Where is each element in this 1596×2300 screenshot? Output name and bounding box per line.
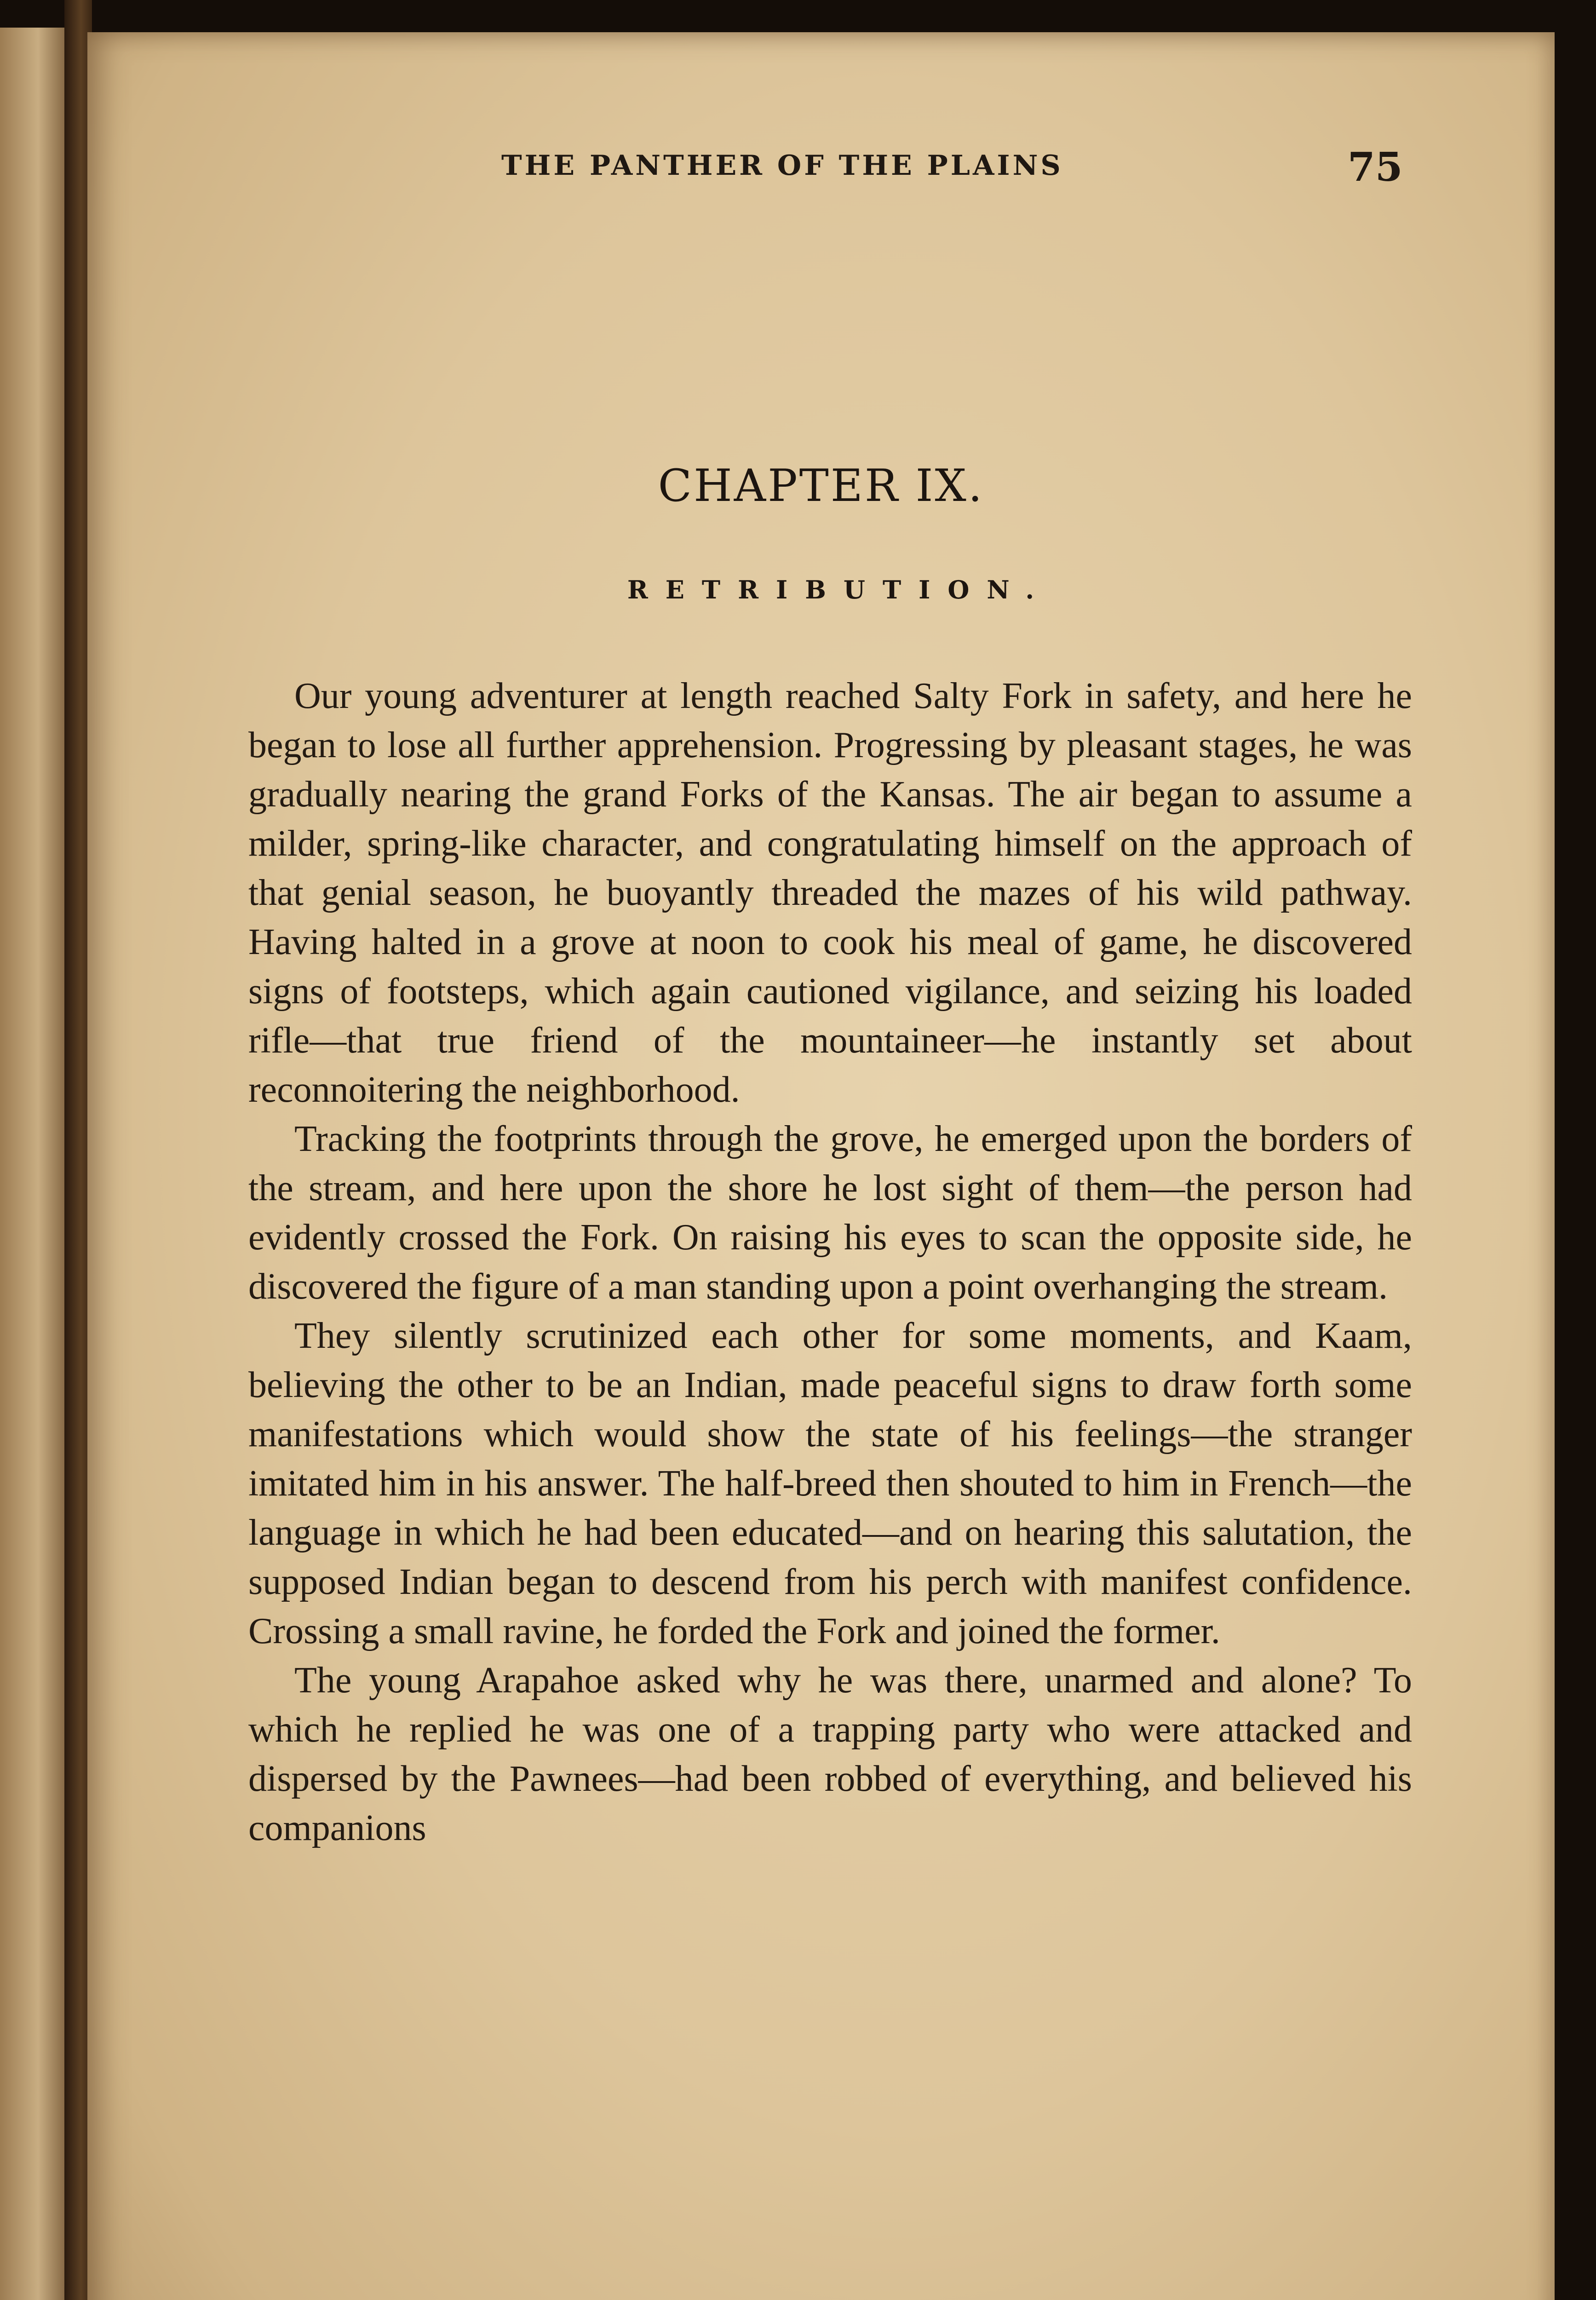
paragraph: They silently scrutinized each other for some moments, and Kaam, believing the other to be an Indian, made peaceful signs to draw forth some manifestations which would show the state of his feelings—the stranger imitated him in his answer. The half-breed then shouted to him in French—the language in which he had been educated—and on hearing this salutation, the supposed Indian began to descend from his perch with manifest confidence. Crossing a small ravine, he forded the Fork and joined the former. [248,1316,1412,1651]
page-number: 75 [1348,144,1403,190]
body-text [248,672,1412,1853]
chapter-subtitle: RETRIBUTION. [627,575,1052,604]
book-page [87,32,1555,2300]
paragraph: Our young adventurer at length reached Salty Fork in safety, and here he began to lose all further apprehension. Progressing by pleasant stages, he was gradually nearing the grand Forks of the Kansas. The air began to assume a milder, spring-like character, and congratulating himself on the approach of that genial season, he buoyantly threaded the mazes of his wild pathway. Having halted in a grove at noon to cook his meal of game, he discovered signs of footsteps, which again cautioned vigilance, and seizing his loaded rifle—that true friend of the mountaineer—he instantly set about reconnoitering the neighborhood. [248,676,1412,1110]
facing-page-edge [0,28,69,2300]
chapter-title: CHAPTER IX. [658,460,984,512]
paragraph: The young Arapahoe asked why he was there, unarmed and alone? To which he replied he was one of a trapping party who were attacked and dispersed by the Pawnees—had been robbed of everything, and believed his companions [248,1660,1412,1848]
running-title: THE PANTHER OF THE PLAINS [501,150,1063,182]
paragraph: Tracking the footprints through the grove, he emerged upon the borders of the stream, and here upon the shore he lost sight of them—the person had evidently crossed the Fork. On raising his eyes to scan the opposite side, he discovered the figure of a man standing upon a point overhanging the stream. [248,1119,1412,1307]
